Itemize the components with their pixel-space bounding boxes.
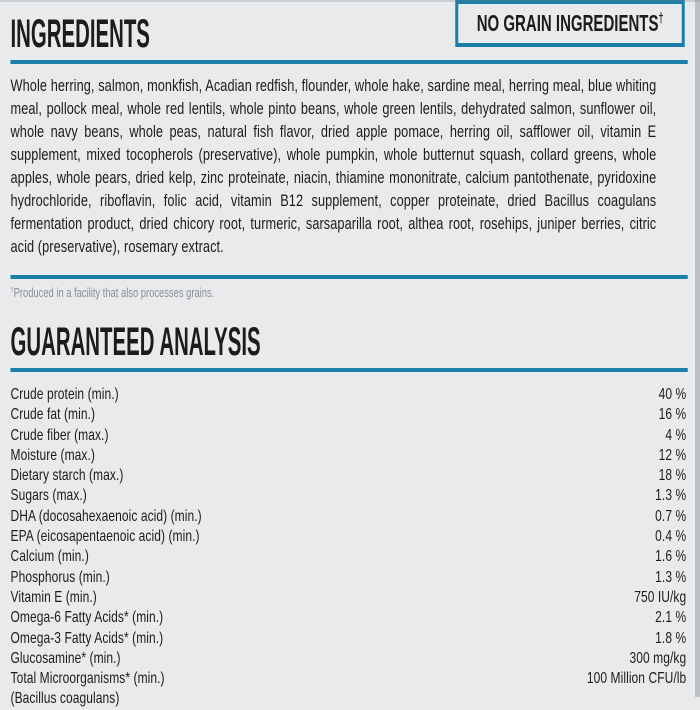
analysis-row xyxy=(11,446,687,466)
analysis-row-label: Phosphorus (min.) xyxy=(10,568,110,586)
analysis-row-label: Total Microorganisms* (min.) xyxy=(10,670,165,688)
analysis-row-value: 1.6 % xyxy=(655,548,687,566)
photo-edge-top xyxy=(0,0,700,2)
analysis-row-label: Calcium (min.) xyxy=(10,548,89,566)
analysis-row xyxy=(11,689,687,709)
analysis-row xyxy=(11,669,687,689)
analysis-row-value: 18 % xyxy=(658,467,687,485)
analysis-row-label: DHA (docosahexaenoic acid) (min.) xyxy=(10,507,202,525)
analysis-row xyxy=(11,649,687,669)
analysis-row xyxy=(11,629,687,649)
divider-rule xyxy=(11,275,688,279)
analysis-row-label: Crude fiber (max.) xyxy=(10,426,109,444)
analysis-row-label: Sugars (max.) xyxy=(10,487,87,505)
ingredients-header xyxy=(11,0,688,64)
analysis-row-value: 2.1 % xyxy=(655,609,687,627)
analysis-row-label: Crude fat (min.) xyxy=(10,406,96,424)
analysis-row-value: 300 mg/kg xyxy=(629,649,687,667)
analysis-row-label: Omega-6 Fatty Acids* (min.) xyxy=(10,609,164,627)
analysis-row xyxy=(11,507,687,527)
ingredients-list: Whole herring, salmon, monkfish, Acadian redfish, flounder, whole hake, sardine meal, herring meal, blue whiting meal, pollock meal, whole red lentils, whole pinto beans, whole green lentils, dehydrated salmon, sunflower oil, whole navy beans, whole peas, natural fish flavor, dried apple pomace, herring oil, safflower oil, vitamin E supplement, mixed tocopherols (preservative), whole pumpkin, whole butternut squash, collard greens, whole apples, whole pears, dried kelp, zinc proteinate, niacin, thiamine mononitrate, calcium pantothenate, pyridoxine hydrochloride, riboflavin, folic acid, vitamin B12 supplement, copper proteinate, dried Bacillus coagulans fermentation product, dried chicory root, turmeric, sarsaparilla root, althea root, rosehips, juniper berries, citric acid (preservative), rosemary extract. xyxy=(10,76,657,256)
no-grain-badge-text: NO GRAIN INGREDIENTS† xyxy=(476,10,664,36)
analysis-row xyxy=(11,527,687,547)
analysis-row-value: 1.3 % xyxy=(655,487,687,505)
ingredients-heading xyxy=(11,14,216,54)
analysis-row-value: 0.7 % xyxy=(655,507,687,525)
analysis-row-value: 100 Million CFU/lb xyxy=(586,670,687,688)
analysis-row xyxy=(11,588,687,608)
analysis-row-value: 12 % xyxy=(658,446,687,464)
analysis-row-label: Crude protein (min.) xyxy=(10,386,119,403)
analysis-row-label: Dietary starch (max.) xyxy=(10,467,124,485)
photo-edge-right xyxy=(695,0,700,697)
ingredients-heading-text: INGREDIENTS xyxy=(10,12,150,56)
analysis-row-label: Glucosamine* (min.) xyxy=(10,649,121,667)
dagger-marker: † xyxy=(10,284,14,294)
analysis-row-label: EPA (eicosapentaenoic acid) (min.) xyxy=(10,528,200,546)
analysis-row-value: 750 IU/kg xyxy=(634,588,687,606)
guaranteed-analysis-header xyxy=(11,322,688,368)
analysis-row xyxy=(11,568,687,588)
no-grain-badge xyxy=(455,0,685,47)
analysis-row xyxy=(11,466,687,486)
analysis-row-value: 0.4 % xyxy=(655,528,687,546)
guaranteed-analysis-table xyxy=(11,372,688,710)
analysis-row-label: Omega-3 Fatty Acids* (min.) xyxy=(10,629,164,647)
analysis-row-label: (Bacillus coagulans) xyxy=(10,690,120,708)
guaranteed-analysis-heading-text: GUARANTEED ANALYSIS xyxy=(10,320,261,364)
analysis-row xyxy=(11,426,687,446)
analysis-row xyxy=(11,486,687,506)
analysis-row-value: 4 % xyxy=(665,426,687,444)
analysis-row xyxy=(11,547,687,567)
dagger-marker: † xyxy=(658,10,664,26)
analysis-row-label: Vitamin E (min.) xyxy=(10,588,97,606)
guaranteed-analysis-heading xyxy=(11,322,379,362)
analysis-row-value: 1.3 % xyxy=(655,568,687,586)
analysis-row xyxy=(11,608,687,628)
analysis-row xyxy=(11,405,687,425)
analysis-row-label: Moisture (max.) xyxy=(10,446,95,464)
analysis-row xyxy=(11,385,687,405)
analysis-row-value: 1.8 % xyxy=(655,629,687,647)
analysis-row-value: 16 % xyxy=(658,406,687,424)
grain-footnote: †Produced in a facility that also processes grains. xyxy=(10,284,215,300)
analysis-row-value: 40 % xyxy=(658,386,687,403)
